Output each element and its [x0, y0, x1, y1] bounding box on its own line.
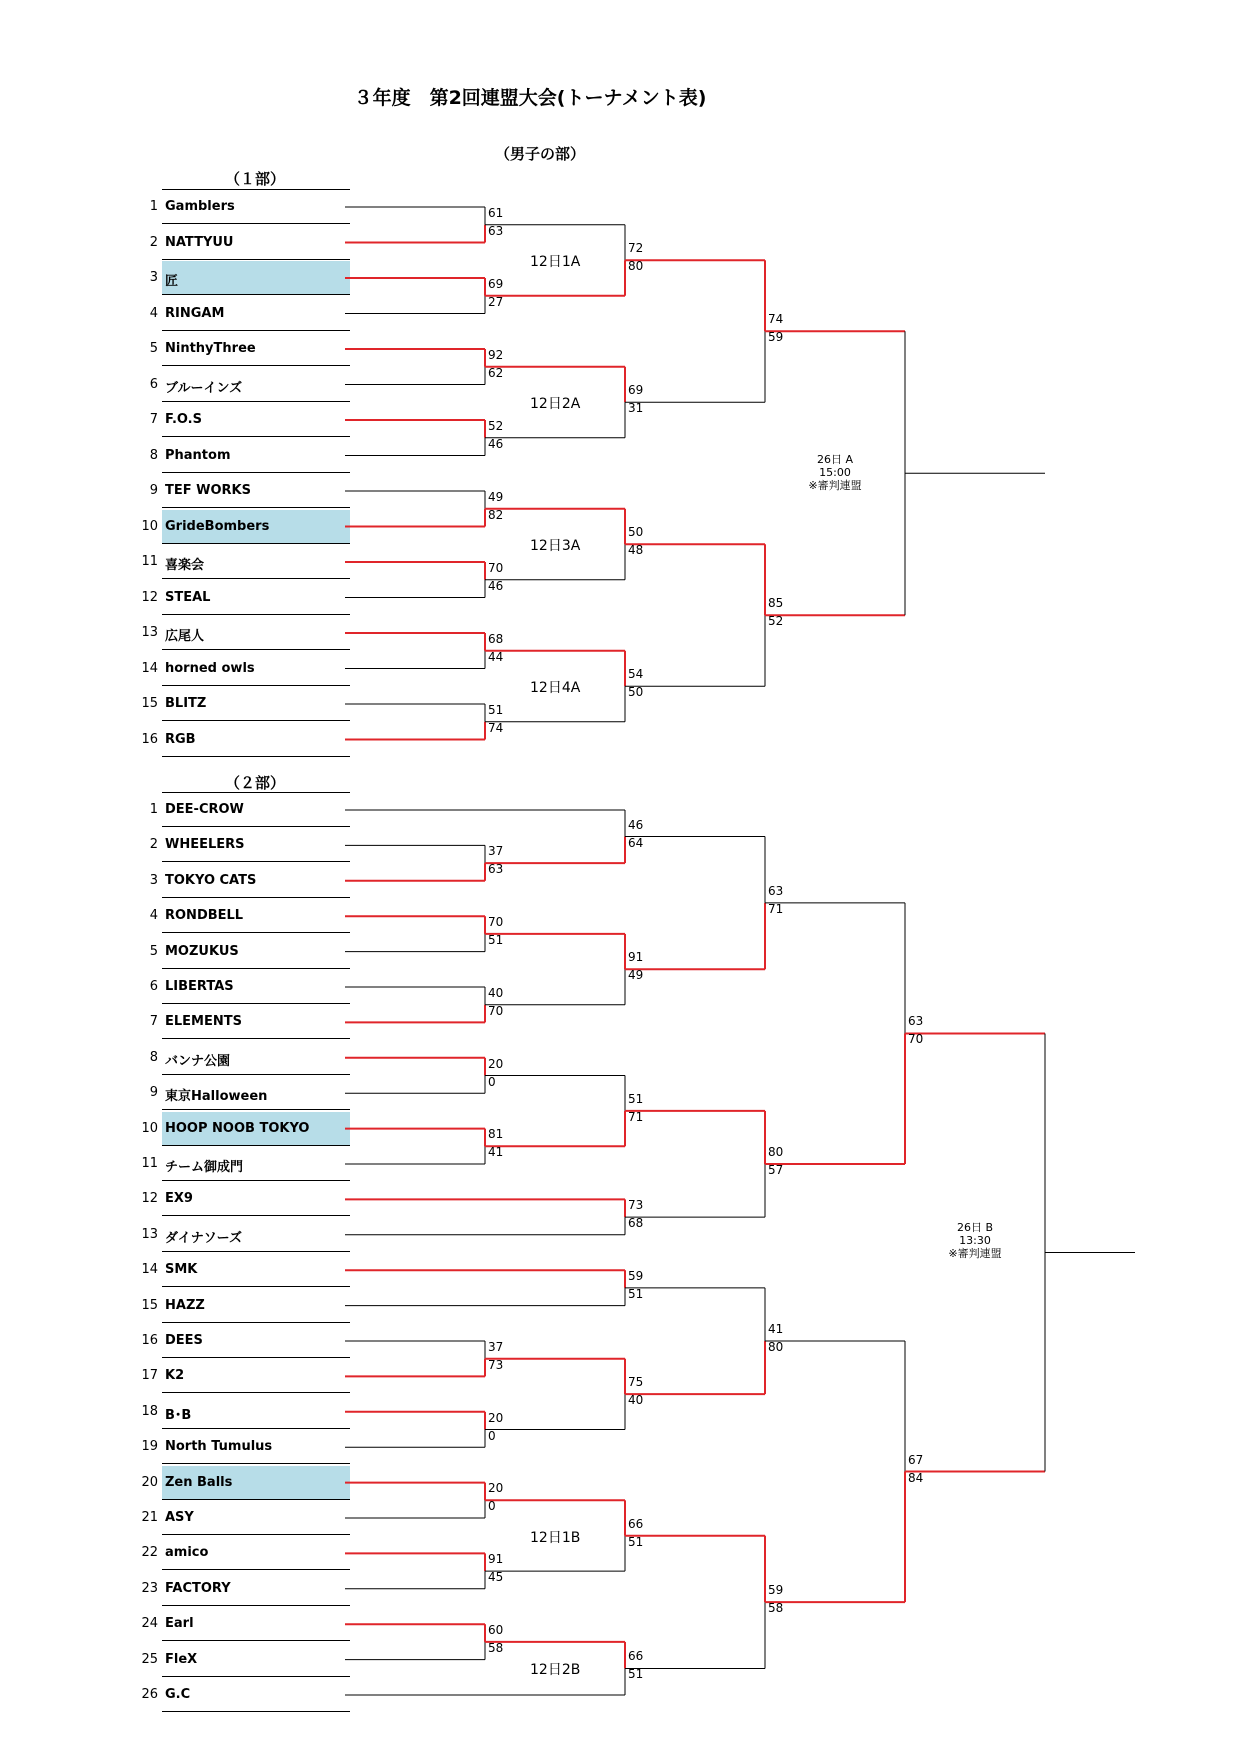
team-name: NinthyThree	[165, 341, 256, 356]
score-value: 63	[488, 223, 504, 238]
score-value: 41	[768, 1322, 784, 1336]
score-value: 20	[488, 1410, 504, 1425]
score-value: 63	[768, 883, 784, 898]
team-number: 10	[141, 518, 158, 534]
team-name: NATTYUU	[165, 234, 234, 250]
team-number: 19	[141, 1439, 158, 1455]
score-value: 84	[908, 1470, 924, 1485]
team-name: 喜楽会	[165, 558, 205, 573]
score-value: 73	[628, 1198, 644, 1213]
team-number: 9	[149, 1085, 158, 1101]
team-name: RINGAM	[165, 305, 225, 321]
team-number: 2	[149, 234, 158, 250]
game-label: 12日1B	[530, 1529, 581, 1546]
team-name: 広尾人	[165, 629, 205, 644]
game-label: 12日2B	[530, 1662, 581, 1679]
team-name: RGB	[165, 731, 196, 747]
division-1-title: （１部）	[224, 170, 285, 188]
score-value: 51	[488, 932, 504, 947]
team-name: HOOP NOOB TOKYO	[165, 1120, 310, 1136]
score-value: 57	[768, 1163, 784, 1177]
team-name: BLITZ	[165, 696, 207, 711]
score-value: 51	[628, 1667, 644, 1682]
team-name: チーム御成門	[165, 1160, 244, 1175]
team-number: 8	[149, 1049, 158, 1065]
team-name: バンナ公園	[165, 1053, 231, 1069]
team-name: ASY	[165, 1510, 194, 1525]
team-number: 5	[149, 341, 158, 356]
score-value: 48	[628, 543, 644, 558]
score-value: 49	[628, 968, 644, 983]
team-name: 東京Halloween	[165, 1089, 268, 1105]
score-value: 69	[488, 276, 504, 291]
score-value: 51	[628, 1091, 644, 1106]
team-number: 14	[141, 660, 158, 676]
score-value: 31	[628, 401, 644, 416]
score-value: 80	[628, 259, 644, 274]
score-value: 59	[768, 330, 784, 345]
score-value: 46	[628, 817, 644, 832]
final-note: ※審判連盟	[808, 479, 862, 493]
score-value: 51	[628, 1534, 644, 1549]
score-value: 85	[768, 596, 784, 611]
score-value: 40	[488, 985, 504, 1000]
team-number: 3	[149, 872, 158, 888]
team-name: G.C	[165, 1687, 191, 1702]
team-name: Earl	[165, 1616, 194, 1632]
score-value: 74	[768, 312, 784, 327]
team-name: 匠	[165, 274, 179, 289]
score-value: 59	[628, 1268, 644, 1283]
team-number: 18	[141, 1403, 158, 1419]
final-note: ※審判連盟	[948, 1246, 1002, 1260]
score-value: 0	[488, 1499, 496, 1514]
team-number: 12	[141, 589, 158, 605]
team-number: 20	[141, 1474, 158, 1490]
team-name: EX9	[165, 1191, 193, 1207]
team-name: Phantom	[165, 447, 231, 463]
team-name: DEE-CROW	[165, 802, 244, 817]
score-value: 67	[908, 1452, 924, 1467]
game-label: 12日2A	[530, 396, 581, 413]
team-number: 16	[141, 731, 158, 747]
score-value: 60	[488, 1622, 504, 1637]
score-value: 37	[488, 1339, 504, 1354]
score-value: 82	[488, 507, 504, 522]
team-name: ブルーインズ	[165, 380, 243, 396]
team-name: FleX	[165, 1651, 198, 1667]
score-value: 54	[628, 667, 644, 682]
team-number: 7	[149, 412, 158, 427]
game-label: 12日3A	[530, 538, 581, 555]
team-number: 1	[149, 199, 158, 214]
team-name: STEAL	[165, 589, 211, 605]
team-name: MOZUKUS	[165, 943, 239, 959]
team-name: ELEMENTS	[165, 1014, 242, 1030]
team-name: WHEELERS	[165, 837, 245, 853]
score-value: 72	[628, 241, 644, 256]
team-number: 4	[149, 908, 158, 924]
team-number: 13	[141, 625, 158, 640]
score-value: 50	[628, 525, 644, 540]
score-value: 70	[488, 914, 504, 929]
score-value: 49	[488, 489, 504, 504]
score-value: 64	[628, 835, 644, 850]
team-number: 6	[149, 376, 158, 392]
page-subtitle: （男子の部）	[494, 145, 585, 163]
score-value: 20	[488, 1056, 504, 1071]
score-value: 52	[488, 418, 504, 433]
score-value: 51	[488, 702, 504, 717]
score-value: 68	[628, 1216, 644, 1231]
team-number: 11	[141, 1156, 158, 1171]
team-name: Gamblers	[165, 199, 235, 214]
team-name: B･B	[165, 1407, 192, 1423]
score-value: 63	[488, 862, 504, 877]
team-name: FACTORY	[165, 1580, 231, 1596]
team-number: 14	[141, 1262, 158, 1278]
team-number: 9	[149, 483, 158, 498]
score-value: 0	[488, 1428, 496, 1443]
score-value: 27	[488, 294, 504, 309]
score-value: 0	[488, 1074, 496, 1089]
score-value: 46	[488, 578, 504, 593]
team-number: 3	[149, 270, 158, 285]
team-name: horned owls	[165, 660, 255, 676]
score-value: 44	[488, 649, 504, 664]
score-value: 68	[488, 631, 504, 646]
score-value: 51	[628, 1286, 644, 1301]
score-value: 91	[628, 950, 644, 965]
team-number: 10	[141, 1120, 158, 1136]
team-name: LIBERTAS	[165, 979, 234, 994]
team-name: North Tumulus	[165, 1439, 273, 1455]
score-value: 91	[488, 1552, 504, 1567]
score-value: 37	[488, 844, 504, 859]
final-note: 26日 A	[816, 453, 854, 467]
score-value: 46	[488, 436, 504, 451]
team-name: TOKYO CATS	[165, 872, 257, 888]
team-name: Zen Balls	[165, 1474, 233, 1490]
final-note: 13:30	[959, 1233, 991, 1247]
score-value: 81	[488, 1127, 504, 1142]
team-number: 1	[149, 802, 158, 817]
score-value: 70	[488, 560, 504, 575]
team-number: 23	[141, 1580, 158, 1596]
team-name: TEF WORKS	[165, 483, 251, 498]
team-number: 4	[149, 305, 158, 321]
score-value: 41	[488, 1145, 504, 1160]
game-label: 12日1A	[530, 254, 581, 271]
score-value: 52	[768, 614, 784, 629]
score-value: 69	[628, 383, 644, 398]
score-value: 66	[628, 1649, 644, 1664]
score-value: 71	[768, 901, 784, 916]
team-number: 15	[141, 696, 158, 711]
score-value: 80	[768, 1145, 784, 1159]
team-name: ダイナソーズ	[165, 1230, 242, 1246]
score-value: 50	[628, 685, 644, 700]
team-number: 2	[149, 837, 158, 853]
team-number: 26	[141, 1687, 158, 1702]
division-2-title: （２部）	[224, 774, 285, 792]
team-number: 8	[149, 447, 158, 463]
score-value: 70	[908, 1032, 924, 1047]
score-value: 45	[488, 1570, 504, 1585]
team-number: 15	[141, 1297, 158, 1313]
team-name: HAZZ	[165, 1297, 205, 1313]
score-value: 74	[488, 720, 504, 735]
score-value: 80	[768, 1340, 784, 1354]
score-value: 63	[908, 1014, 924, 1029]
final-note: 26日 B	[956, 1220, 994, 1234]
score-value: 75	[628, 1375, 644, 1390]
team-name: RONDBELL	[165, 908, 244, 924]
score-value: 61	[488, 205, 504, 220]
team-number: 21	[141, 1510, 158, 1525]
team-name: GrideBombers	[165, 518, 270, 534]
team-number: 16	[141, 1333, 158, 1348]
score-value: 70	[488, 1003, 504, 1018]
score-value: 73	[488, 1357, 504, 1372]
team-number: 12	[141, 1191, 158, 1207]
score-value: 40	[628, 1393, 644, 1408]
score-value: 92	[488, 347, 504, 362]
game-label: 12日4A	[530, 680, 581, 697]
team-name: F.O.S	[165, 412, 202, 427]
score-value: 20	[488, 1481, 504, 1496]
team-number: 5	[149, 943, 158, 959]
team-name: K2	[165, 1368, 185, 1384]
team-number: 17	[141, 1368, 158, 1384]
page-title: ３年度 第2回連盟大会(トーナメント表)	[353, 87, 707, 109]
score-value: 62	[488, 365, 504, 380]
team-number: 24	[141, 1616, 158, 1632]
team-number: 13	[141, 1226, 158, 1242]
team-number: 11	[141, 554, 158, 569]
team-name: amico	[165, 1545, 209, 1561]
score-value: 66	[628, 1516, 644, 1531]
score-value: 59	[768, 1583, 784, 1598]
team-name: DEES	[165, 1333, 203, 1348]
final-note: 15:00	[819, 466, 851, 480]
team-number: 22	[141, 1545, 158, 1561]
score-value: 58	[768, 1601, 784, 1616]
score-value: 71	[628, 1109, 644, 1124]
team-number: 6	[149, 979, 158, 994]
team-number: 25	[141, 1651, 158, 1667]
team-name: SMK	[165, 1262, 198, 1278]
team-number: 7	[149, 1014, 158, 1030]
score-value: 58	[488, 1640, 504, 1655]
